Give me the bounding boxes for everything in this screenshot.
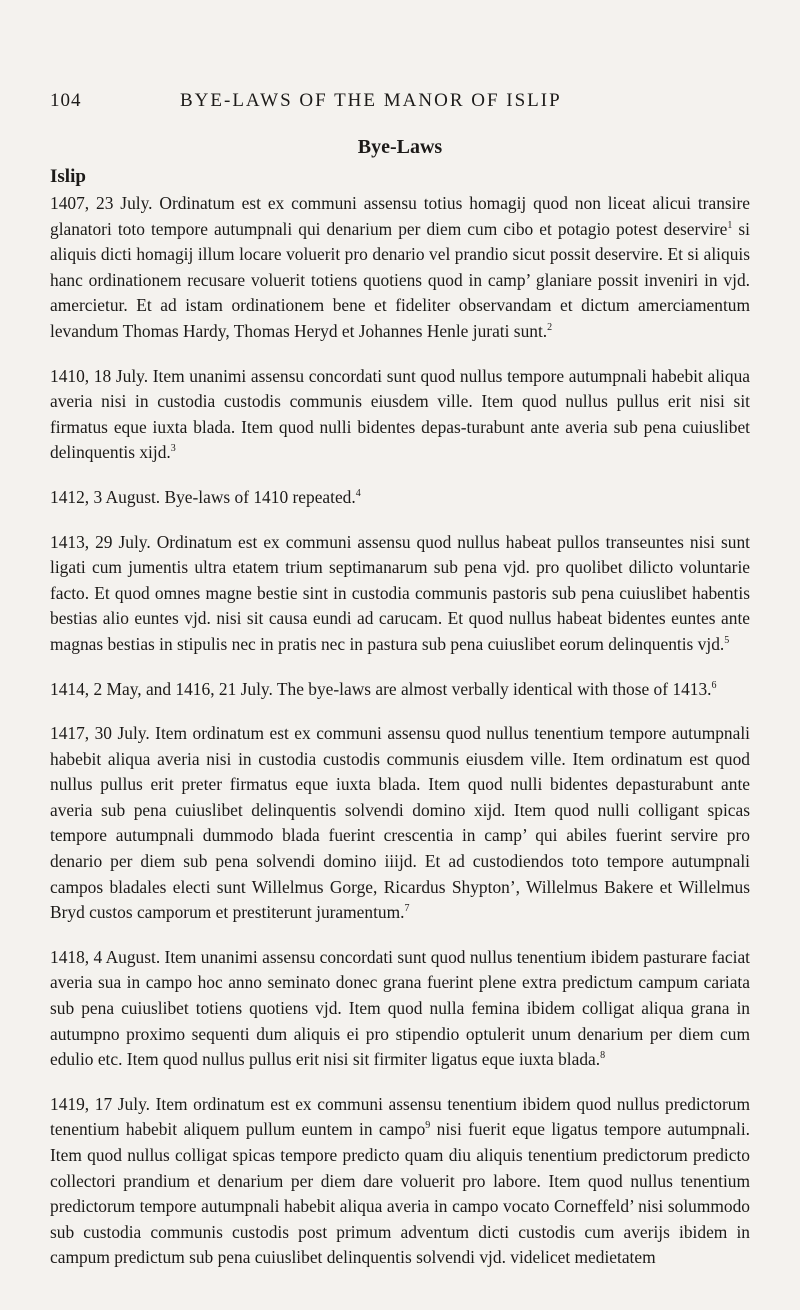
entry-1410: 1410, 18 July. Item unanimi assensu concordati sunt quod nullus tempore autumpnali habebit aliqua averia nisi in custodia custodis communis eiusdem ville. Item quod nullus pullus erit nisi sit firmatus eque iuxta blada. Item quod nulli bidentes depas-turabunt ante averia sub pena cuiuslibet delinquentis xijd.$^3$ (50, 365, 750, 463)
entry-1419: 1419, 17 July. Item ordinatum est ex communi assensu tenentium ibidem quod nullus predictorum tenentium habebit aliquem pullum euntem in campo$^9$ nisi fuerit eque ligatus tempore autumpnali. Item quod nullus colligat spicas tempore predicto quam diu aliquis tenentium predictorum predicto collectori prandium et denarium per diem dare voluerit pro labore. Item quod nullus tenentium predictorum tempore autumpnali habebit aliqua averia in campo vocato Corneffeld’ nisi solummodo sub custodia communis custodis post primum adventum dicti custodis cum averijs ibidem in campum predictum sub pena cuiuslibet delinquentis solvendi vjd. videlicet medietatem (50, 1093, 751, 1268)
page-number: 104 (50, 90, 82, 111)
bye-law-entries (50, 191, 750, 1290)
footnote-ref: 4 (355, 488, 361, 500)
footnote-ref: 9 (425, 1120, 431, 1132)
running-head (50, 90, 750, 118)
entry-1418: 1418, 4 August. Item unanimi assensu concordati sunt quod nullus tenentium ibidem pasturare faciat averia sua in campo hoc anno seminato donec grana fuerint plene extra predictum campum cariata sub pena cuiuslibet totiens quotiens vjd. Item quod nulla femina ibidem colligat aliqua grana in autumpno proximo sequenti dum aliquis ei pro stipendio optulerit unum denarium per diem cum edulio etc. Item quod nullus pullus erit nisi sit firmiter ligatus eque iuxta blada.$^8$ (50, 946, 750, 1070)
footnote-ref: 7 (404, 903, 410, 915)
entry-1413: 1413, 29 July. Ordinatum est ex communi assensu quod nullus habeat pullos transeuntes nisi sunt ligati cum jumentis ultra etatem trium septimanarum sub pena vjd. pro quolibet dilicto voluntarie facto. Et quod omnes magne bestie sint in custodia communis pastoris sub pena cuiuslibet habentis bestias alio euntes vjd. nisi sit causa eundi ad carucam. Et quod nullus habeat bidentes euntes ante magnas bestias in stipulis nec in pratis nec in pastura sub pena cuiuslibet eorum delinquentis vjd.$^5$ (50, 531, 750, 654)
entry-1412: 1412, 3 August. Bye-laws of 1410 repeated.$^4$ (50, 486, 361, 507)
footnote-ref: 1 (727, 219, 733, 231)
footnote-ref: 2 (547, 322, 553, 334)
footnote-ref: 5 (724, 635, 730, 647)
place-heading: Islip (50, 166, 86, 187)
entry-1414-1416: 1414, 2 May, and 1416, 21 July. The bye-laws are almost verbally identical with those of 1413.$^6$ (50, 678, 717, 699)
entry-1407: 1407, 23 July. Ordinatum est ex communi assensu totius homagij quod non liceat alicui transire glanatori toto tempore autumpnali qui denarium per diem cum cibo et potagio potest deservire$^1$ si aliquis dicti homagij illum locare voluerit pro denario vel prandio sicut possit deservire. Et si aliquis hanc ordinationem recusare voluerit totiens quotiens quod in camp’ glaniare possit inveniri in vjd. amercietur. Et ad istam ordinationem bene et fideliter observandam et dictum amerciamentum levandum Thomas Hardy, Thomas Heryd et Johannes Henle jurati sunt.$^2$ (50, 193, 750, 341)
footnote-ref: 8 (600, 1050, 606, 1062)
footnote-ref: 3 (170, 443, 176, 455)
running-title: BYE-LAWS OF THE MANOR OF ISLIP (180, 90, 562, 111)
section-title: Bye-Laws (357, 136, 443, 158)
footnote-ref: 6 (711, 679, 717, 691)
entry-1417: 1417, 30 July. Item ordinatum est ex communi assensu quod nullus tenentium tempore autumpnali habebit aliqua averia nisi in custodia custodis communis eiusdem ville. Item ordinatum est quod nullus pullus erit preter firmatus eque iuxta blada. Item quod nulli bidentes depasturabunt ante averia sub pena cuiuslibet delinquentis solvendi domino xijd. Item quod nulli colligant spicas tempore autumpnali dummodo blada fuerint crescentia in camp’ qui abiles fuerint servire pro denario per diem sub pena solvendi domino iiijd. Et ad custodiendos toto tempore autumpnali campos bladales electi sunt Willelmus Gorge, Ricardus Shypton’, Willelmus Bakere et Willelmus Bryd custos camporum et prestiterunt juramentum.$^7$ (50, 723, 750, 923)
